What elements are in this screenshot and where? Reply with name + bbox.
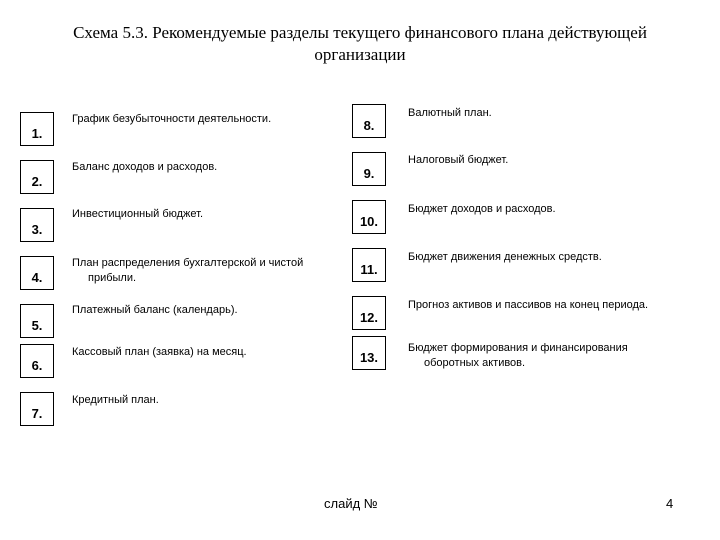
item-text-10: Бюджет доходов и расходов. (408, 203, 556, 215)
page-title (40, 22, 680, 66)
item-text-9: Налоговый бюджет. (408, 154, 509, 166)
item-text-11: Бюджет движения денежных средств. (408, 251, 602, 263)
item-number-box-1: 1. (20, 112, 54, 146)
item-text-4-line-1: План распределения бухгалтерской и чистой (72, 257, 304, 269)
title-line-1: Схема 5.3. Рекомендуемые разделы текущего финансового плана действующей (73, 23, 647, 42)
item-number-box-4: 4. (20, 256, 54, 290)
page-number: 4 (666, 496, 674, 511)
item-number-box-12: 12. (352, 296, 386, 330)
item-number-box-7: 7. (20, 392, 54, 426)
item-text-12: Прогноз активов и пассивов на конец периода. (408, 299, 649, 311)
item-text-2: Баланс доходов и расходов. (72, 161, 218, 173)
item-text-1: График безубыточности деятельности. (72, 113, 272, 125)
item-number-box-5: 5. (20, 304, 54, 338)
slide-footer-label: слайд № (324, 496, 378, 511)
item-number-box-8: 8. (352, 104, 386, 138)
item-text-5: Платежный баланс (календарь). (72, 304, 238, 316)
item-text-13 (408, 341, 628, 371)
item-number-box-2: 2. (20, 160, 54, 194)
item-text-4 (72, 256, 303, 286)
title-line-2: организации (314, 45, 406, 64)
item-number-box-6: 6. (20, 344, 54, 378)
item-text-13-line-2: оборотных активов. (424, 357, 526, 369)
item-number-box-13: 13. (352, 336, 386, 370)
item-text-7: Кредитный план. (72, 394, 159, 406)
item-number-box-11: 11. (352, 248, 386, 282)
item-text-6: Кассовый план (заявка) на месяц. (72, 346, 247, 358)
item-text-8: Валютный план. (408, 107, 492, 119)
item-text-4-line-2: прибыли. (88, 272, 137, 284)
item-number-box-10: 10. (352, 200, 386, 234)
item-text-3: Инвестиционный бюджет. (72, 208, 204, 220)
item-number-box-3: 3. (20, 208, 54, 242)
item-text-13-line-1: Бюджет формирования и финансирования (408, 342, 628, 354)
item-number-box-9: 9. (352, 152, 386, 186)
